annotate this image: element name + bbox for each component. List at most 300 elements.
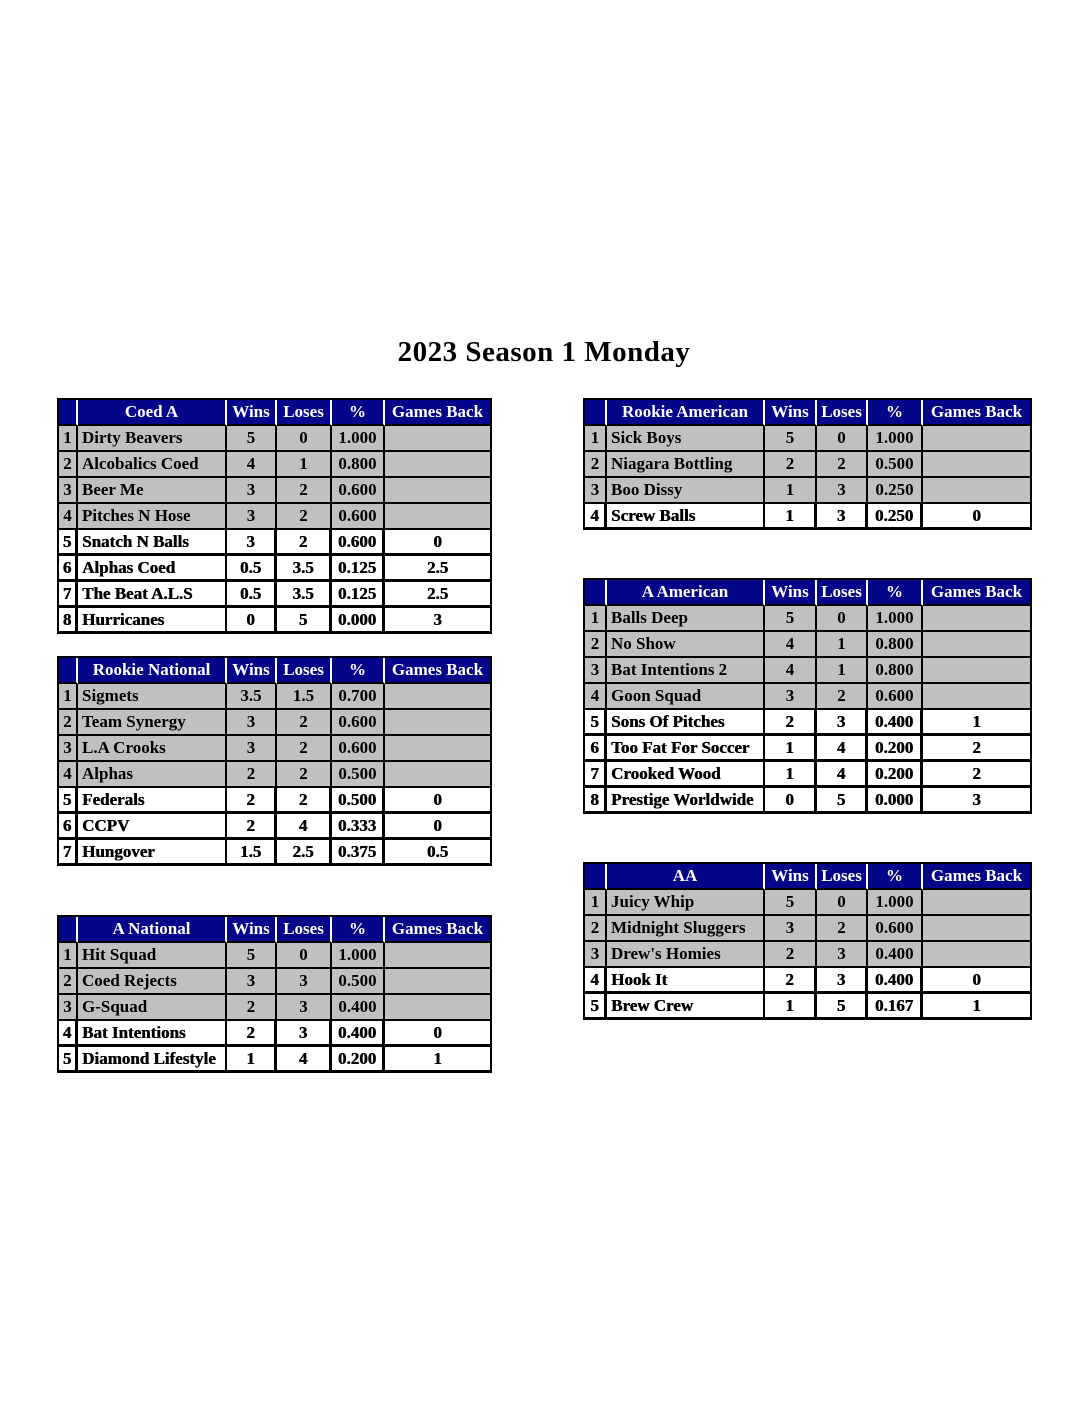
wins-cell: 3 bbox=[227, 478, 277, 504]
pct-cell: 0.600 bbox=[868, 916, 923, 942]
team-row bbox=[585, 968, 1032, 994]
team-cell: G-Squad bbox=[78, 995, 227, 1021]
pct-cell: 0.000 bbox=[868, 788, 923, 814]
rank-cell: 5 bbox=[585, 710, 607, 736]
team-cell: Sick Boys bbox=[607, 426, 765, 452]
team-row bbox=[585, 632, 1032, 658]
wins-cell: 4 bbox=[765, 632, 817, 658]
header-row bbox=[585, 400, 1032, 426]
team-row bbox=[585, 916, 1032, 942]
header-row bbox=[59, 917, 492, 943]
rank-cell: 5 bbox=[59, 1047, 78, 1073]
team-row bbox=[59, 504, 492, 530]
wins-cell: 1 bbox=[227, 1047, 277, 1073]
team-cell: Snatch N Balls bbox=[78, 530, 227, 556]
team-row bbox=[585, 890, 1032, 916]
games-back-cell: 0 bbox=[385, 530, 492, 556]
team-cell: Alphas Coed bbox=[78, 556, 227, 582]
team-cell: Brew Crew bbox=[607, 994, 765, 1020]
team-cell: Sons Of Pitches bbox=[607, 710, 765, 736]
league-name-header: AA bbox=[607, 864, 765, 890]
wins-cell: 2 bbox=[227, 995, 277, 1021]
games-back-cell bbox=[385, 426, 492, 452]
team-cell: Crooked Wood bbox=[607, 762, 765, 788]
games-back-cell bbox=[385, 943, 492, 969]
rank-header-cell bbox=[59, 400, 78, 426]
loses-cell: 2.5 bbox=[277, 840, 332, 866]
loses-cell: 4 bbox=[277, 1047, 332, 1073]
games-back-cell bbox=[385, 736, 492, 762]
team-row bbox=[59, 762, 492, 788]
rank-cell: 5 bbox=[59, 788, 78, 814]
team-cell: Boo Dissy bbox=[607, 478, 765, 504]
standings-table-rookie-national bbox=[57, 656, 492, 866]
pct-header: % bbox=[868, 864, 923, 890]
loses-header: Loses bbox=[817, 580, 868, 606]
loses-cell: 0 bbox=[817, 606, 868, 632]
games-back-cell: 2 bbox=[923, 736, 1032, 762]
rank-header-cell bbox=[59, 917, 78, 943]
standings-table-rookie-american bbox=[583, 398, 1032, 530]
pct-cell: 0.600 bbox=[332, 530, 385, 556]
loses-cell: 3.5 bbox=[277, 582, 332, 608]
games-back-cell bbox=[385, 504, 492, 530]
rank-cell: 4 bbox=[585, 504, 607, 530]
team-row bbox=[585, 478, 1032, 504]
rank-cell: 2 bbox=[585, 632, 607, 658]
loses-cell: 3 bbox=[817, 942, 868, 968]
team-cell: Midnight Sluggers bbox=[607, 916, 765, 942]
wins-header: Wins bbox=[765, 580, 817, 606]
team-cell: Screw Balls bbox=[607, 504, 765, 530]
wins-cell: 2 bbox=[227, 814, 277, 840]
team-row bbox=[585, 452, 1032, 478]
right-column bbox=[583, 398, 1032, 1020]
loses-cell: 2 bbox=[277, 478, 332, 504]
loses-cell: 1 bbox=[277, 452, 332, 478]
wins-cell: 3 bbox=[765, 684, 817, 710]
loses-cell: 5 bbox=[277, 608, 332, 634]
team-row bbox=[59, 814, 492, 840]
games-back-cell bbox=[923, 658, 1032, 684]
rank-header-cell bbox=[59, 658, 78, 684]
wins-cell: 3 bbox=[227, 969, 277, 995]
rank-cell: 5 bbox=[59, 530, 78, 556]
games-back-cell bbox=[923, 478, 1032, 504]
pct-cell: 0.125 bbox=[332, 556, 385, 582]
team-cell: Alphas bbox=[78, 762, 227, 788]
pct-cell: 0.250 bbox=[868, 504, 923, 530]
header-row bbox=[585, 864, 1032, 890]
loses-cell: 5 bbox=[817, 994, 868, 1020]
games-back-cell: 0 bbox=[385, 814, 492, 840]
rank-cell: 2 bbox=[59, 710, 78, 736]
games-back-header: Games Back bbox=[923, 864, 1032, 890]
loses-cell: 3 bbox=[817, 478, 868, 504]
pct-header: % bbox=[868, 580, 923, 606]
team-cell: Beer Me bbox=[78, 478, 227, 504]
team-row bbox=[59, 426, 492, 452]
loses-cell: 3 bbox=[817, 968, 868, 994]
team-row bbox=[585, 504, 1032, 530]
wins-cell: 0.5 bbox=[227, 582, 277, 608]
loses-cell: 2 bbox=[277, 710, 332, 736]
games-back-cell: 2 bbox=[923, 762, 1032, 788]
rank-cell: 1 bbox=[59, 943, 78, 969]
wins-cell: 4 bbox=[765, 658, 817, 684]
wins-cell: 2 bbox=[765, 452, 817, 478]
pct-cell: 0.800 bbox=[332, 452, 385, 478]
team-row bbox=[585, 684, 1032, 710]
loses-cell: 3.5 bbox=[277, 556, 332, 582]
pct-cell: 0.600 bbox=[332, 504, 385, 530]
pct-cell: 0.200 bbox=[868, 736, 923, 762]
loses-header: Loses bbox=[277, 400, 332, 426]
pct-cell: 1.000 bbox=[868, 606, 923, 632]
wins-cell: 1 bbox=[765, 762, 817, 788]
wins-cell: 2 bbox=[765, 942, 817, 968]
wins-cell: 1.5 bbox=[227, 840, 277, 866]
rank-cell: 2 bbox=[585, 916, 607, 942]
games-back-cell: 0 bbox=[385, 1021, 492, 1047]
pct-cell: 0.600 bbox=[332, 736, 385, 762]
games-back-cell: 1 bbox=[923, 994, 1032, 1020]
team-cell: L.A Crooks bbox=[78, 736, 227, 762]
team-cell: Bat Intentions 2 bbox=[607, 658, 765, 684]
league-name-header: Rookie American bbox=[607, 400, 765, 426]
games-back-cell bbox=[923, 452, 1032, 478]
games-back-cell: 3 bbox=[923, 788, 1032, 814]
rank-cell: 2 bbox=[585, 452, 607, 478]
rank-cell: 7 bbox=[59, 582, 78, 608]
wins-cell: 5 bbox=[765, 426, 817, 452]
pct-cell: 0.600 bbox=[332, 710, 385, 736]
standings-table-coed-a bbox=[57, 398, 492, 634]
team-cell: CCPV bbox=[78, 814, 227, 840]
rank-cell: 8 bbox=[59, 608, 78, 634]
loses-cell: 3 bbox=[277, 969, 332, 995]
games-back-cell bbox=[923, 916, 1032, 942]
games-back-cell: 0 bbox=[923, 968, 1032, 994]
games-back-cell bbox=[385, 478, 492, 504]
pct-cell: 0.600 bbox=[332, 478, 385, 504]
loses-cell: 2 bbox=[277, 504, 332, 530]
games-back-header: Games Back bbox=[923, 400, 1032, 426]
standings-table-a-american bbox=[583, 578, 1032, 814]
games-back-cell bbox=[923, 426, 1032, 452]
rank-cell: 3 bbox=[59, 478, 78, 504]
team-cell: Drew's Homies bbox=[607, 942, 765, 968]
rank-cell: 1 bbox=[585, 606, 607, 632]
team-row bbox=[59, 478, 492, 504]
wins-cell: 0.5 bbox=[227, 556, 277, 582]
pct-cell: 0.400 bbox=[868, 710, 923, 736]
loses-cell: 1 bbox=[817, 632, 868, 658]
team-cell: Hit Squad bbox=[78, 943, 227, 969]
pct-cell: 0.800 bbox=[868, 632, 923, 658]
loses-header: Loses bbox=[277, 658, 332, 684]
wins-cell: 5 bbox=[227, 426, 277, 452]
pct-cell: 0.500 bbox=[332, 788, 385, 814]
team-cell: Balls Deep bbox=[607, 606, 765, 632]
rank-cell: 7 bbox=[585, 762, 607, 788]
games-back-cell bbox=[923, 942, 1032, 968]
rank-header-cell bbox=[585, 400, 607, 426]
team-cell: Coed Rejects bbox=[78, 969, 227, 995]
pct-header: % bbox=[868, 400, 923, 426]
pct-cell: 0.200 bbox=[868, 762, 923, 788]
wins-cell: 0 bbox=[765, 788, 817, 814]
rank-cell: 3 bbox=[585, 658, 607, 684]
team-row bbox=[585, 994, 1032, 1020]
loses-header: Loses bbox=[277, 917, 332, 943]
team-row bbox=[59, 736, 492, 762]
games-back-header: Games Back bbox=[923, 580, 1032, 606]
team-cell: Dirty Beavers bbox=[78, 426, 227, 452]
games-back-cell: 1 bbox=[923, 710, 1032, 736]
loses-cell: 5 bbox=[817, 788, 868, 814]
games-back-cell: 0 bbox=[385, 788, 492, 814]
team-cell: Too Fat For Soccer bbox=[607, 736, 765, 762]
wins-header: Wins bbox=[765, 864, 817, 890]
loses-cell: 2 bbox=[277, 530, 332, 556]
pct-cell: 0.400 bbox=[868, 942, 923, 968]
pct-header: % bbox=[332, 400, 385, 426]
team-row bbox=[59, 788, 492, 814]
wins-cell: 3 bbox=[227, 710, 277, 736]
games-back-header: Games Back bbox=[385, 658, 492, 684]
loses-cell: 4 bbox=[277, 814, 332, 840]
wins-cell: 1 bbox=[765, 994, 817, 1020]
team-row bbox=[59, 1047, 492, 1073]
pct-cell: 1.000 bbox=[868, 890, 923, 916]
wins-header: Wins bbox=[227, 400, 277, 426]
team-cell: Team Synergy bbox=[78, 710, 227, 736]
team-row bbox=[59, 608, 492, 634]
team-row bbox=[59, 969, 492, 995]
games-back-header: Games Back bbox=[385, 400, 492, 426]
team-row bbox=[585, 762, 1032, 788]
pct-header: % bbox=[332, 917, 385, 943]
rank-header-cell bbox=[585, 864, 607, 890]
rank-cell: 6 bbox=[585, 736, 607, 762]
games-back-cell: 0 bbox=[923, 504, 1032, 530]
rank-cell: 8 bbox=[585, 788, 607, 814]
wins-cell: 3 bbox=[227, 504, 277, 530]
wins-header: Wins bbox=[765, 400, 817, 426]
rank-header-cell bbox=[585, 580, 607, 606]
team-row bbox=[585, 658, 1032, 684]
loses-cell: 2 bbox=[277, 762, 332, 788]
rank-cell: 3 bbox=[585, 478, 607, 504]
loses-cell: 2 bbox=[817, 452, 868, 478]
wins-cell: 2 bbox=[227, 1021, 277, 1047]
page-title: 2023 Season 1 Monday bbox=[397, 336, 691, 368]
wins-cell: 1 bbox=[765, 478, 817, 504]
loses-cell: 2 bbox=[277, 736, 332, 762]
wins-cell: 3 bbox=[227, 736, 277, 762]
pct-header: % bbox=[332, 658, 385, 684]
wins-cell: 5 bbox=[765, 606, 817, 632]
pct-cell: 0.375 bbox=[332, 840, 385, 866]
wins-cell: 2 bbox=[765, 710, 817, 736]
pct-cell: 0.500 bbox=[868, 452, 923, 478]
loses-cell: 3 bbox=[277, 1021, 332, 1047]
loses-cell: 2 bbox=[817, 916, 868, 942]
pct-cell: 0.200 bbox=[332, 1047, 385, 1073]
team-cell: Juicy Whip bbox=[607, 890, 765, 916]
rank-cell: 3 bbox=[59, 736, 78, 762]
loses-cell: 4 bbox=[817, 736, 868, 762]
team-row bbox=[59, 582, 492, 608]
team-cell: Niagara Bottling bbox=[607, 452, 765, 478]
pct-cell: 0.250 bbox=[868, 478, 923, 504]
header-row bbox=[585, 580, 1032, 606]
games-back-cell bbox=[923, 606, 1032, 632]
pct-cell: 1.000 bbox=[868, 426, 923, 452]
wins-cell: 1 bbox=[765, 504, 817, 530]
wins-cell: 5 bbox=[765, 890, 817, 916]
rank-cell: 5 bbox=[585, 994, 607, 1020]
rank-cell: 3 bbox=[59, 995, 78, 1021]
wins-cell: 0 bbox=[227, 608, 277, 634]
team-cell: Alcobalics Coed bbox=[78, 452, 227, 478]
games-back-cell bbox=[923, 632, 1032, 658]
games-back-cell bbox=[385, 452, 492, 478]
rank-cell: 4 bbox=[59, 1021, 78, 1047]
games-back-header: Games Back bbox=[385, 917, 492, 943]
league-name-header: Coed A bbox=[78, 400, 227, 426]
loses-cell: 0 bbox=[277, 426, 332, 452]
loses-header: Loses bbox=[817, 400, 868, 426]
team-cell: Diamond Lifestyle bbox=[78, 1047, 227, 1073]
league-name-header: A National bbox=[78, 917, 227, 943]
rank-cell: 1 bbox=[59, 426, 78, 452]
team-cell: Federals bbox=[78, 788, 227, 814]
team-cell: Pitches N Hose bbox=[78, 504, 227, 530]
team-row bbox=[59, 530, 492, 556]
pct-cell: 0.000 bbox=[332, 608, 385, 634]
games-back-cell bbox=[385, 684, 492, 710]
team-row bbox=[585, 736, 1032, 762]
pct-cell: 0.500 bbox=[332, 762, 385, 788]
team-row bbox=[59, 452, 492, 478]
games-back-cell: 0.5 bbox=[385, 840, 492, 866]
rank-cell: 4 bbox=[585, 684, 607, 710]
team-cell: Bat Intentions bbox=[78, 1021, 227, 1047]
team-row bbox=[59, 556, 492, 582]
wins-cell: 2 bbox=[227, 788, 277, 814]
pct-cell: 0.800 bbox=[868, 658, 923, 684]
loses-cell: 1.5 bbox=[277, 684, 332, 710]
wins-cell: 2 bbox=[227, 762, 277, 788]
wins-cell: 3.5 bbox=[227, 684, 277, 710]
team-row bbox=[59, 943, 492, 969]
rank-cell: 4 bbox=[59, 504, 78, 530]
pct-cell: 0.500 bbox=[332, 969, 385, 995]
games-back-cell bbox=[385, 762, 492, 788]
team-cell: The Beat A.L.S bbox=[78, 582, 227, 608]
loses-cell: 0 bbox=[817, 426, 868, 452]
games-back-cell bbox=[923, 684, 1032, 710]
pct-cell: 1.000 bbox=[332, 943, 385, 969]
team-row bbox=[585, 426, 1032, 452]
wins-header: Wins bbox=[227, 917, 277, 943]
pct-cell: 0.400 bbox=[868, 968, 923, 994]
loses-cell: 3 bbox=[277, 995, 332, 1021]
team-cell: Hook It bbox=[607, 968, 765, 994]
loses-cell: 2 bbox=[817, 684, 868, 710]
team-cell: Hurricanes bbox=[78, 608, 227, 634]
pct-cell: 0.700 bbox=[332, 684, 385, 710]
team-row bbox=[585, 788, 1032, 814]
team-cell: Prestige Worldwide bbox=[607, 788, 765, 814]
pct-cell: 1.000 bbox=[332, 426, 385, 452]
team-row bbox=[59, 995, 492, 1021]
rank-cell: 4 bbox=[59, 762, 78, 788]
rank-cell: 2 bbox=[59, 452, 78, 478]
games-back-cell bbox=[385, 710, 492, 736]
wins-cell: 5 bbox=[227, 943, 277, 969]
loses-header: Loses bbox=[817, 864, 868, 890]
rank-cell: 6 bbox=[59, 556, 78, 582]
loses-cell: 2 bbox=[277, 788, 332, 814]
loses-cell: 1 bbox=[817, 658, 868, 684]
loses-cell: 0 bbox=[277, 943, 332, 969]
wins-cell: 1 bbox=[765, 736, 817, 762]
loses-cell: 3 bbox=[817, 504, 868, 530]
league-name-header: A American bbox=[607, 580, 765, 606]
games-back-cell: 3 bbox=[385, 608, 492, 634]
wins-cell: 2 bbox=[765, 968, 817, 994]
team-row bbox=[585, 710, 1032, 736]
games-back-cell: 1 bbox=[385, 1047, 492, 1073]
pct-cell: 0.400 bbox=[332, 995, 385, 1021]
team-cell: No Show bbox=[607, 632, 765, 658]
rank-cell: 1 bbox=[585, 426, 607, 452]
pct-cell: 0.167 bbox=[868, 994, 923, 1020]
header-row bbox=[59, 400, 492, 426]
league-name-header: Rookie National bbox=[78, 658, 227, 684]
games-back-cell bbox=[923, 890, 1032, 916]
pct-cell: 0.600 bbox=[868, 684, 923, 710]
team-row bbox=[585, 606, 1032, 632]
rank-cell: 2 bbox=[59, 969, 78, 995]
rank-cell: 1 bbox=[585, 890, 607, 916]
header-row bbox=[59, 658, 492, 684]
loses-cell: 0 bbox=[817, 890, 868, 916]
team-cell: Hungover bbox=[78, 840, 227, 866]
team-row bbox=[585, 942, 1032, 968]
pct-cell: 0.400 bbox=[332, 1021, 385, 1047]
team-row bbox=[59, 1021, 492, 1047]
team-row bbox=[59, 684, 492, 710]
wins-cell: 4 bbox=[227, 452, 277, 478]
wins-header: Wins bbox=[227, 658, 277, 684]
rank-cell: 3 bbox=[585, 942, 607, 968]
rank-cell: 6 bbox=[59, 814, 78, 840]
games-back-cell: 2.5 bbox=[385, 556, 492, 582]
wins-cell: 3 bbox=[227, 530, 277, 556]
team-row bbox=[59, 840, 492, 866]
standings-table-a-national bbox=[57, 915, 492, 1073]
team-cell: Goon Squad bbox=[607, 684, 765, 710]
loses-cell: 4 bbox=[817, 762, 868, 788]
rank-cell: 4 bbox=[585, 968, 607, 994]
pct-cell: 0.333 bbox=[332, 814, 385, 840]
rank-cell: 1 bbox=[59, 684, 78, 710]
games-back-cell bbox=[385, 969, 492, 995]
